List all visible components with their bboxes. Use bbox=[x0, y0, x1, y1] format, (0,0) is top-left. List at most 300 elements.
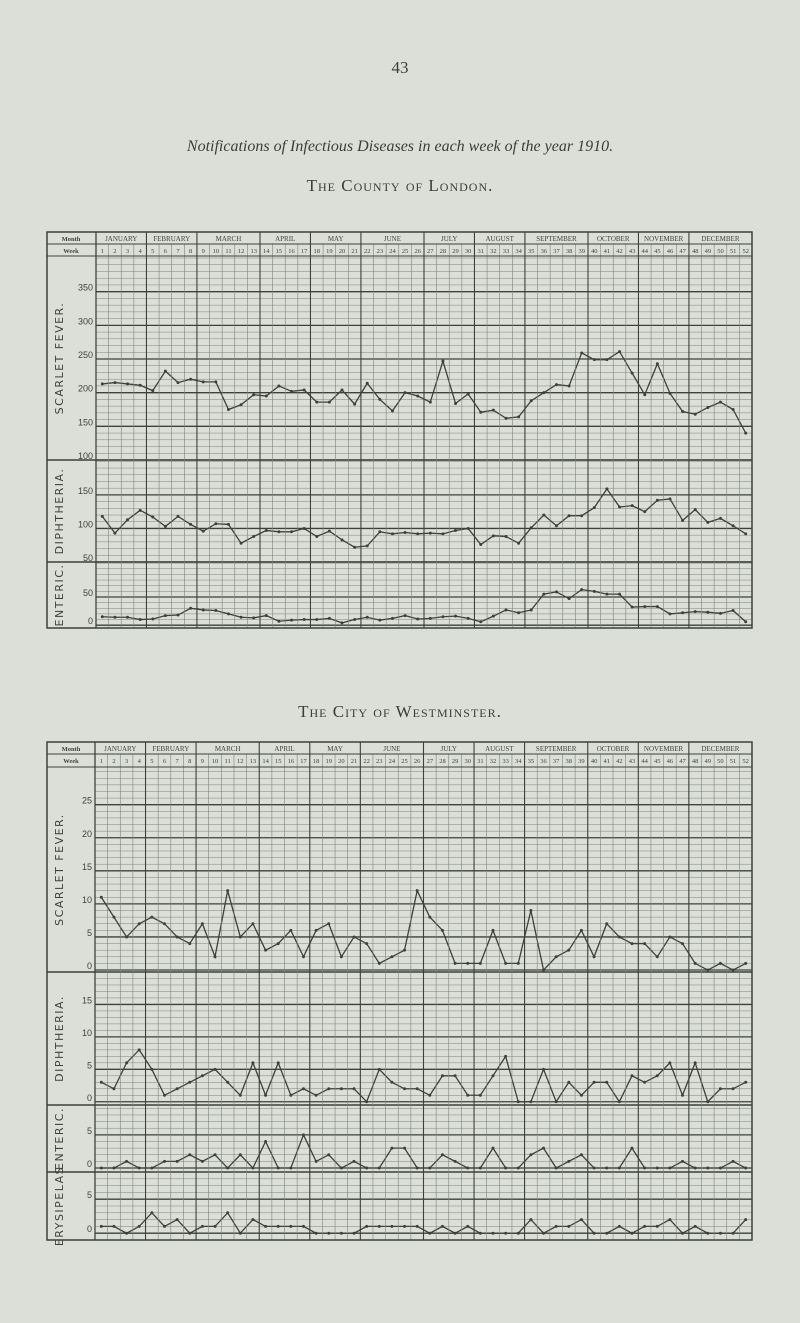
data-point bbox=[479, 962, 482, 965]
data-point bbox=[227, 523, 230, 526]
data-point bbox=[327, 922, 330, 925]
data-point bbox=[214, 955, 217, 958]
week-number: 40 bbox=[591, 248, 598, 255]
data-point bbox=[479, 1232, 482, 1235]
data-point bbox=[126, 382, 129, 385]
week-number: 44 bbox=[641, 248, 649, 255]
week-number: 39 bbox=[578, 248, 585, 255]
data-point bbox=[744, 1167, 747, 1170]
data-point bbox=[189, 378, 192, 381]
chart-london bbox=[47, 232, 752, 628]
data-point bbox=[151, 516, 154, 519]
data-point bbox=[618, 1167, 621, 1170]
week-number: 26 bbox=[414, 248, 421, 255]
week-number: 49 bbox=[704, 248, 712, 255]
data-point bbox=[428, 1232, 431, 1235]
data-point bbox=[112, 1087, 115, 1090]
week-number: 7 bbox=[175, 758, 179, 765]
data-point bbox=[390, 1081, 393, 1084]
data-point bbox=[555, 1100, 558, 1103]
data-point bbox=[630, 1147, 633, 1150]
data-point bbox=[555, 524, 558, 527]
data-point bbox=[732, 609, 735, 612]
data-point bbox=[568, 384, 571, 387]
data-point bbox=[643, 1081, 646, 1084]
week-number: 38 bbox=[565, 758, 573, 765]
data-point bbox=[719, 1232, 722, 1235]
y-tick-label: 0 bbox=[86, 1159, 92, 1170]
data-point bbox=[618, 593, 621, 596]
data-point bbox=[416, 617, 419, 620]
data-point bbox=[264, 949, 267, 952]
y-tick-label: 50 bbox=[82, 587, 93, 598]
month-label: MARCH bbox=[214, 745, 241, 753]
week-header: Week bbox=[63, 758, 79, 765]
data-point bbox=[113, 616, 116, 619]
data-point bbox=[681, 942, 684, 945]
data-point bbox=[226, 889, 229, 892]
week-number: 35 bbox=[527, 758, 535, 765]
data-point bbox=[567, 949, 570, 952]
data-point bbox=[643, 1167, 646, 1170]
panel-label: SCARLET FEVER. bbox=[53, 813, 66, 926]
data-point bbox=[505, 608, 508, 611]
data-point bbox=[100, 896, 103, 899]
week-number: 16 bbox=[288, 248, 295, 255]
week-number: 30 bbox=[464, 758, 471, 765]
data-point bbox=[643, 393, 646, 396]
data-point bbox=[151, 389, 154, 392]
data-point bbox=[378, 1167, 381, 1170]
week-number: 28 bbox=[439, 758, 446, 765]
data-point bbox=[555, 590, 558, 593]
panel-label: DIPHTHERIA. bbox=[53, 467, 66, 555]
data-point bbox=[706, 611, 709, 614]
data-point bbox=[479, 543, 482, 546]
data-point bbox=[492, 615, 495, 618]
data-point bbox=[643, 942, 646, 945]
data-point bbox=[163, 922, 166, 925]
data-point bbox=[177, 515, 180, 518]
data-point bbox=[390, 1225, 393, 1228]
data-point bbox=[365, 1100, 368, 1103]
week-number: 18 bbox=[312, 758, 320, 765]
data-point bbox=[706, 521, 709, 524]
data-point bbox=[403, 1225, 406, 1228]
y-tick-label: 5 bbox=[86, 1125, 92, 1136]
data-point bbox=[441, 929, 444, 932]
data-point bbox=[164, 614, 167, 617]
data-point bbox=[240, 403, 243, 406]
week-number: 24 bbox=[389, 248, 396, 255]
data-point bbox=[378, 398, 381, 401]
data-point bbox=[631, 504, 634, 507]
data-point bbox=[403, 1087, 406, 1090]
data-point bbox=[681, 1160, 684, 1163]
week-number: 21 bbox=[351, 248, 358, 255]
data-point bbox=[416, 1167, 419, 1170]
week-number: 28 bbox=[439, 248, 447, 255]
data-point bbox=[429, 532, 432, 535]
data-point bbox=[125, 1061, 128, 1064]
y-tick-label: 200 bbox=[77, 383, 93, 394]
week-number: 49 bbox=[704, 758, 712, 765]
week-number: 45 bbox=[654, 248, 661, 255]
panel-diphtheria bbox=[47, 460, 752, 563]
data-point bbox=[744, 620, 747, 623]
month-label: DECEMBER bbox=[701, 235, 740, 243]
data-point bbox=[214, 609, 217, 612]
data-point bbox=[277, 1225, 280, 1228]
data-point bbox=[744, 1081, 747, 1084]
week-number: 26 bbox=[413, 758, 421, 765]
week-number: 9 bbox=[201, 248, 205, 255]
data-point bbox=[567, 1225, 570, 1228]
data-point bbox=[719, 1087, 722, 1090]
data-point bbox=[150, 1068, 153, 1071]
data-point bbox=[555, 955, 558, 958]
week-number: 6 bbox=[163, 248, 168, 255]
data-point bbox=[277, 1167, 280, 1170]
data-point bbox=[340, 1087, 343, 1090]
data-point bbox=[227, 612, 230, 615]
week-number: 20 bbox=[338, 248, 346, 255]
data-point bbox=[252, 393, 255, 396]
data-point bbox=[252, 535, 255, 538]
data-point bbox=[567, 1160, 570, 1163]
week-number: 48 bbox=[691, 758, 699, 765]
y-tick-label: 5 bbox=[86, 1190, 92, 1201]
panel-label: DIPHTHERIA. bbox=[53, 995, 66, 1082]
data-point bbox=[630, 942, 633, 945]
data-point bbox=[265, 614, 268, 617]
data-point bbox=[530, 526, 533, 529]
week-number: 41 bbox=[603, 248, 611, 255]
y-tick-label: 25 bbox=[81, 795, 92, 806]
data-point bbox=[265, 529, 268, 532]
data-point bbox=[694, 508, 697, 511]
data-point bbox=[694, 962, 697, 965]
month-label: APRIL bbox=[274, 745, 295, 753]
data-point bbox=[542, 1068, 545, 1071]
data-point bbox=[416, 1087, 419, 1090]
data-point bbox=[593, 1232, 596, 1235]
data-point bbox=[441, 1074, 444, 1077]
data-point bbox=[542, 969, 545, 972]
y-tick-label: 0 bbox=[86, 1092, 92, 1103]
month-label: JULY bbox=[440, 745, 457, 753]
data-point bbox=[139, 384, 142, 387]
data-point bbox=[227, 408, 230, 411]
data-point bbox=[441, 1225, 444, 1228]
data-point bbox=[240, 542, 243, 545]
data-point bbox=[365, 1167, 368, 1170]
week-number: 38 bbox=[565, 248, 573, 255]
data-point bbox=[303, 618, 306, 621]
data-point bbox=[366, 544, 369, 547]
data-point bbox=[328, 617, 331, 620]
data-point bbox=[681, 611, 684, 614]
data-point bbox=[353, 935, 356, 938]
data-point bbox=[201, 1225, 204, 1228]
week-number: 46 bbox=[666, 248, 674, 255]
data-point bbox=[656, 605, 659, 608]
data-point bbox=[542, 1232, 545, 1235]
month-label: FEBRUARY bbox=[153, 235, 191, 243]
data-point bbox=[593, 590, 596, 593]
data-point bbox=[467, 617, 470, 620]
data-point bbox=[441, 360, 444, 363]
week-number: 29 bbox=[451, 758, 459, 765]
data-point bbox=[454, 962, 457, 965]
data-point bbox=[454, 1160, 457, 1163]
data-point bbox=[327, 1153, 330, 1156]
data-point bbox=[239, 935, 242, 938]
data-point bbox=[315, 1094, 318, 1097]
data-point bbox=[403, 949, 406, 952]
week-number: 41 bbox=[603, 758, 610, 765]
panel-scarlet-fever bbox=[53, 258, 752, 461]
data-point bbox=[593, 358, 596, 361]
data-point bbox=[101, 615, 104, 618]
data-point bbox=[618, 505, 621, 508]
week-number: 32 bbox=[489, 758, 497, 765]
data-point bbox=[505, 535, 508, 538]
data-point bbox=[328, 530, 331, 533]
week-number: 5 bbox=[150, 758, 154, 765]
data-point bbox=[669, 497, 672, 500]
data-point bbox=[239, 1232, 242, 1235]
week-number: 43 bbox=[628, 248, 636, 255]
data-point bbox=[328, 401, 331, 404]
data-point bbox=[265, 395, 268, 398]
data-point bbox=[643, 605, 646, 608]
data-point bbox=[706, 969, 709, 972]
data-point bbox=[202, 530, 205, 533]
data-point bbox=[618, 350, 621, 353]
month-label: JULY bbox=[441, 235, 458, 243]
data-point bbox=[100, 1225, 103, 1228]
data-point bbox=[113, 532, 116, 535]
data-point bbox=[580, 1218, 583, 1221]
y-tick-label: 300 bbox=[77, 316, 93, 327]
data-point bbox=[555, 1167, 558, 1170]
data-point bbox=[732, 1087, 735, 1090]
week-number: 20 bbox=[338, 758, 345, 765]
week-number: 29 bbox=[452, 248, 459, 255]
data-point bbox=[303, 527, 306, 530]
data-point bbox=[315, 1160, 318, 1163]
week-number: 9 bbox=[200, 758, 205, 765]
week-number: 40 bbox=[590, 758, 598, 765]
data-point bbox=[353, 1160, 356, 1163]
data-point bbox=[492, 409, 495, 412]
data-point bbox=[138, 1048, 141, 1051]
data-point bbox=[188, 1081, 191, 1084]
data-point bbox=[214, 380, 217, 383]
data-point bbox=[529, 1153, 532, 1156]
data-point bbox=[732, 408, 735, 411]
data-point bbox=[277, 384, 280, 387]
data-point bbox=[391, 409, 394, 412]
data-point bbox=[378, 962, 381, 965]
data-point bbox=[631, 606, 634, 609]
month-label: JANUARY bbox=[105, 235, 138, 243]
data-point bbox=[504, 962, 507, 965]
data-point bbox=[467, 527, 470, 530]
data-point bbox=[517, 962, 520, 965]
data-point bbox=[315, 401, 318, 404]
data-point bbox=[101, 382, 104, 385]
week-number: 13 bbox=[249, 758, 257, 765]
panel-enteric bbox=[47, 1105, 752, 1170]
data-point bbox=[580, 929, 583, 932]
data-point bbox=[340, 1167, 343, 1170]
data-point bbox=[277, 530, 280, 533]
data-point bbox=[643, 1225, 646, 1228]
data-point bbox=[428, 1094, 431, 1097]
data-point bbox=[542, 391, 545, 394]
data-point bbox=[391, 532, 394, 535]
data-point bbox=[416, 889, 419, 892]
data-point bbox=[289, 1167, 292, 1170]
data-point bbox=[125, 935, 128, 938]
data-point bbox=[139, 618, 142, 621]
data-point bbox=[176, 1160, 179, 1163]
data-point bbox=[340, 955, 343, 958]
panel-label: ENTERIC. bbox=[53, 563, 66, 627]
data-point bbox=[517, 611, 520, 614]
data-point bbox=[289, 929, 292, 932]
y-tick-label: 0 bbox=[86, 1224, 92, 1235]
data-point bbox=[593, 955, 596, 958]
data-point bbox=[466, 1094, 469, 1097]
week-number: 48 bbox=[691, 248, 699, 255]
data-point bbox=[479, 411, 482, 414]
data-point bbox=[416, 1225, 419, 1228]
month-label: APRIL bbox=[275, 235, 296, 243]
week-number: 37 bbox=[553, 248, 560, 255]
month-label: MAY bbox=[327, 745, 343, 753]
data-point bbox=[366, 616, 369, 619]
week-number: 10 bbox=[212, 248, 220, 255]
month-label: OCTOBER bbox=[596, 235, 630, 243]
data-point bbox=[454, 615, 457, 618]
data-point bbox=[226, 1211, 229, 1214]
data-point bbox=[214, 1068, 217, 1071]
week-number: 8 bbox=[188, 248, 193, 255]
data-point bbox=[365, 1225, 368, 1228]
data-point bbox=[479, 620, 482, 623]
data-point bbox=[126, 616, 129, 619]
data-point bbox=[404, 391, 407, 394]
chart-title-westminster: The City of Westminster. bbox=[298, 702, 502, 721]
data-point bbox=[542, 514, 545, 517]
data-point bbox=[479, 1094, 482, 1097]
y-tick-label: 15 bbox=[81, 995, 92, 1006]
data-point bbox=[201, 1074, 204, 1077]
data-point bbox=[744, 532, 747, 535]
y-tick-label: 10 bbox=[81, 1027, 92, 1038]
chart-frame bbox=[47, 742, 752, 1240]
panel-enteric bbox=[47, 562, 752, 626]
data-point bbox=[341, 388, 344, 391]
data-point bbox=[568, 514, 571, 517]
week-number: 22 bbox=[363, 248, 371, 255]
data-point bbox=[631, 372, 634, 375]
week-number: 44 bbox=[641, 758, 648, 765]
week-number: 31 bbox=[477, 758, 484, 765]
month-header: Month bbox=[61, 236, 81, 243]
y-tick-label: 150 bbox=[77, 417, 93, 428]
data-point bbox=[239, 1094, 242, 1097]
data-point bbox=[176, 1218, 179, 1221]
data-point bbox=[177, 614, 180, 617]
data-point bbox=[353, 546, 356, 549]
data-point bbox=[668, 1061, 671, 1064]
data-point bbox=[530, 399, 533, 402]
data-point bbox=[251, 922, 254, 925]
week-number: 45 bbox=[653, 758, 661, 765]
month-label: AUGUST bbox=[485, 745, 514, 753]
data-point bbox=[694, 1061, 697, 1064]
data-point bbox=[353, 403, 356, 406]
week-number: 25 bbox=[401, 248, 409, 255]
y-tick-label: 100 bbox=[77, 451, 93, 461]
week-number: 14 bbox=[263, 248, 270, 255]
data-point bbox=[605, 922, 608, 925]
week-number: 2 bbox=[113, 248, 117, 255]
week-number: 1 bbox=[99, 758, 103, 765]
data-point bbox=[466, 1167, 469, 1170]
data-point bbox=[668, 935, 671, 938]
data-point bbox=[492, 534, 495, 537]
data-point bbox=[404, 531, 407, 534]
data-point bbox=[290, 619, 293, 622]
month-label: AUGUST bbox=[485, 235, 514, 243]
week-number: 51 bbox=[729, 248, 737, 255]
data-point bbox=[567, 1081, 570, 1084]
week-number: 37 bbox=[552, 758, 560, 765]
data-point bbox=[466, 1225, 469, 1228]
data-point bbox=[580, 514, 583, 517]
week-number: 10 bbox=[211, 758, 219, 765]
data-point bbox=[732, 969, 735, 972]
week-number: 35 bbox=[527, 248, 535, 255]
week-number: 17 bbox=[300, 758, 307, 765]
page-number: 43 bbox=[391, 58, 409, 77]
data-point bbox=[151, 617, 154, 620]
data-point bbox=[605, 358, 608, 361]
week-number: 3 bbox=[125, 248, 130, 255]
data-point bbox=[327, 1087, 330, 1090]
y-tick-label: 0 bbox=[87, 616, 93, 627]
data-point bbox=[378, 1225, 381, 1228]
data-point bbox=[214, 1225, 217, 1228]
data-point bbox=[694, 413, 697, 416]
data-point bbox=[302, 1225, 305, 1228]
data-point bbox=[177, 381, 180, 384]
data-point bbox=[150, 1167, 153, 1170]
data-point bbox=[315, 929, 318, 932]
week-number: 32 bbox=[490, 248, 497, 255]
data-point bbox=[706, 1100, 709, 1103]
data-point bbox=[706, 406, 709, 409]
week-number: 36 bbox=[540, 758, 547, 765]
data-point bbox=[113, 381, 116, 384]
data-point bbox=[378, 619, 381, 622]
data-point bbox=[264, 1140, 267, 1143]
